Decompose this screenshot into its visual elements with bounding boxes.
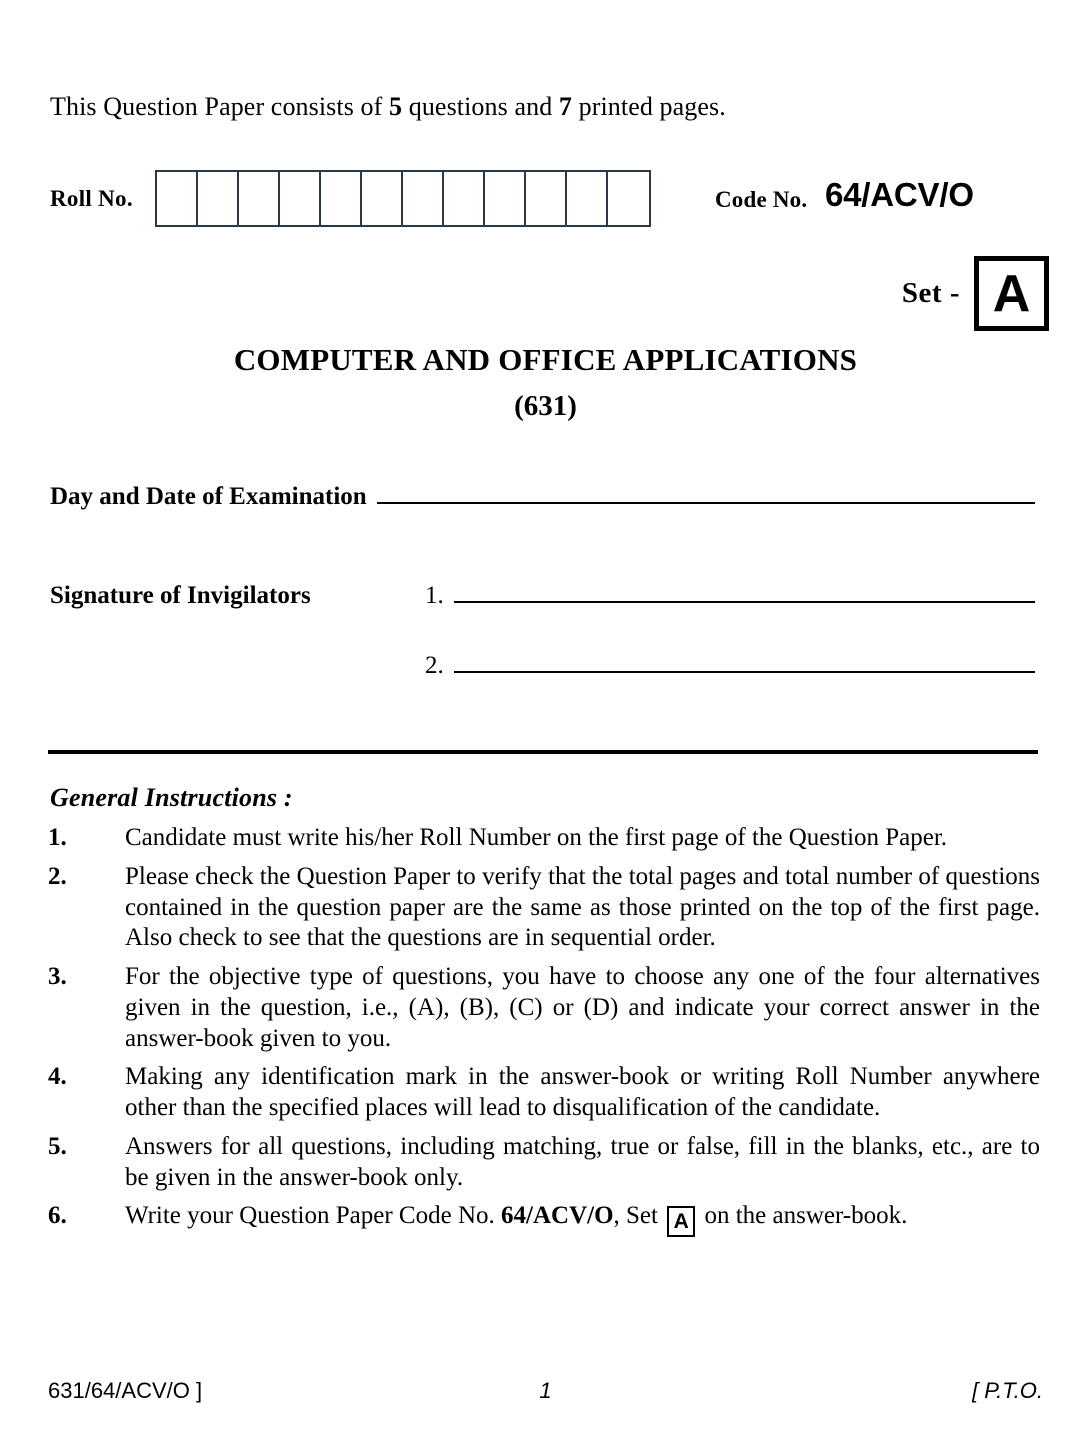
instruction-number: 1.: [48, 824, 67, 851]
set-indicator: [902, 256, 1049, 331]
day-and-date-field: [50, 483, 1035, 511]
general-instructions-heading: General Instructions :: [50, 783, 293, 812]
roll-number-grid[interactable]: [155, 170, 651, 227]
question-count: 5: [389, 92, 403, 121]
instruction-text-part: Write your Question Paper Code No.: [125, 1202, 502, 1230]
instruction-text: For the objective type of questions, you have to choose any one of the four alternatives given in the question, i.e., (A), (B), (C) or (D) and indicate your correct answer in the answer-book given to you.: [125, 963, 1040, 1052]
roll-number-row: [50, 170, 1050, 230]
composition-prefix: This Question Paper consists of: [50, 92, 390, 121]
signature-number-1: 1.: [425, 582, 444, 609]
code-number-label: Code No.: [715, 187, 808, 212]
instruction-item: [48, 1062, 1040, 1124]
instruction-item: [48, 823, 1040, 854]
roll-number-cell[interactable]: [321, 172, 362, 225]
footer-paper-code: 631/64/ACV/O ]: [48, 1378, 203, 1403]
instruction-text-part: on the answer-book.: [698, 1202, 908, 1230]
roll-number-cell[interactable]: [362, 172, 403, 225]
day-and-date-label: Day and Date of Examination: [50, 483, 367, 510]
page-footer: [48, 1378, 1043, 1404]
instruction-item: [48, 1132, 1040, 1194]
roll-number-cell[interactable]: [608, 172, 649, 225]
roll-number-label: Roll No.: [50, 186, 133, 211]
roll-number-cell[interactable]: [526, 172, 567, 225]
roll-number-cell[interactable]: [239, 172, 280, 225]
roll-number-cell[interactable]: [485, 172, 526, 225]
roll-number-cell[interactable]: [198, 172, 239, 225]
set-label: Set -: [901, 277, 960, 309]
footer-page-number: 1: [539, 1378, 552, 1403]
instruction-number: 4.: [48, 1063, 67, 1091]
roll-number-cell[interactable]: [157, 172, 198, 225]
roll-number-cell[interactable]: [567, 172, 608, 225]
instruction-item: [48, 862, 1040, 954]
instruction-text: Answers for all questions, including matching, true or false, fill in the blanks, etc., are to be given in the answer-book only.: [125, 1132, 1040, 1191]
subject-code: (631): [514, 390, 577, 422]
general-instructions-list: [48, 823, 1040, 1245]
signature-blank-line-2[interactable]: [454, 657, 1035, 673]
roll-number-cell[interactable]: [280, 172, 321, 225]
instruction-number: 2.: [48, 862, 67, 890]
day-and-date-blank-line[interactable]: [377, 488, 1035, 504]
composition-suffix: printed pages.: [572, 92, 726, 121]
page-title: COMPUTER AND OFFICE APPLICATIONS: [233, 342, 858, 377]
signature-label: Signature of Invigilators: [50, 582, 311, 609]
roll-number-cell[interactable]: [444, 172, 485, 225]
instruction-paper-code: 64/ACV/O: [501, 1202, 614, 1230]
signature-line-1: [425, 582, 1035, 610]
instruction-item: [48, 962, 1040, 1054]
instruction-item: [48, 1201, 1040, 1237]
instruction-number: 6.: [48, 1202, 67, 1230]
signature-line-2: [425, 652, 1035, 680]
instruction-text: Please check the Question Paper to verify that the total pages and total number of questions contained in the question paper are the same as those printed on the top of the first page. Also check to see that the questions are in sequential order.: [125, 862, 1040, 952]
section-divider: [48, 750, 1038, 754]
composition-mid: questions and: [402, 92, 559, 121]
signature-number-2: 2.: [425, 652, 444, 679]
signature-blank-line-1[interactable]: [454, 587, 1035, 603]
set-value-box: A: [974, 256, 1049, 331]
roll-number-cell[interactable]: [403, 172, 444, 225]
instruction-text: [125, 1201, 1040, 1237]
instruction-text: Making any identification mark in the answer-book or writing Roll Number anywhere other than the specified places will lead to disqualification of the candidate.: [125, 1063, 1040, 1121]
code-number-value: 64/ACV/O: [825, 176, 974, 213]
instruction-text-part: , Set: [613, 1202, 665, 1230]
paper-composition-note: [50, 92, 726, 122]
footer-pto-note: [ P.T.O.: [972, 1378, 1043, 1403]
instruction-set-box: A: [667, 1206, 695, 1237]
page-count: 7: [558, 92, 572, 121]
instruction-text: Candidate must write his/her Roll Number on the first page of the Question Paper.: [125, 824, 948, 851]
instruction-number: 5.: [48, 1132, 67, 1160]
instruction-number: 3.: [48, 963, 67, 990]
